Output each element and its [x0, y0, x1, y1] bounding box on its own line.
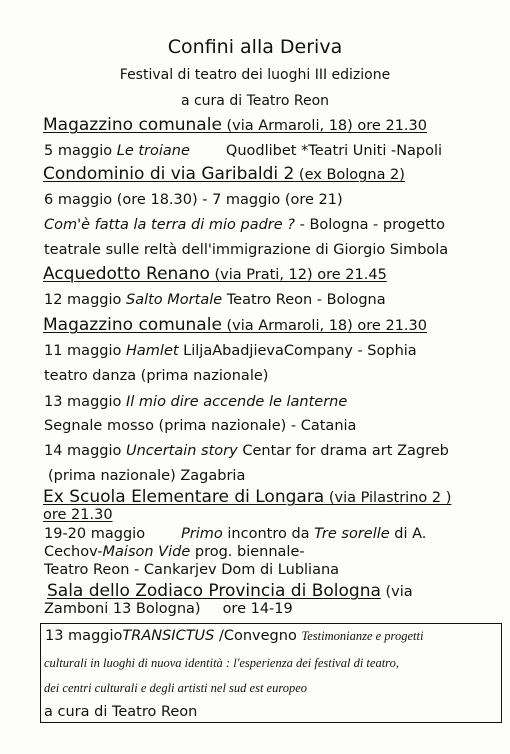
venue-heading	[43, 266, 387, 283]
venue-name: Condominio di via Garibaldi 2	[43, 164, 295, 184]
venue-heading	[47, 583, 413, 600]
event-date: 13 maggio	[44, 394, 126, 410]
venue-detail: (via Armaroli, 18) ore 21.30	[221, 118, 427, 134]
program-line	[44, 444, 449, 459]
venue-heading	[43, 166, 405, 183]
venue-detail: (via Armaroli, 18) ore 21.30	[221, 318, 427, 334]
venue-name: Acquedotto Renano	[43, 264, 210, 284]
page-subtitle: Festival di teatro dei luoghi III edizione	[119, 67, 391, 83]
program-line	[44, 293, 386, 308]
event-title: Il mio dire accende le lanterne	[126, 394, 348, 410]
box-curator: a cura di Teatro Reon	[44, 704, 198, 720]
venue-name: Magazzino comunale	[43, 315, 222, 335]
event-info: incontro da	[222, 526, 315, 542]
program-line	[44, 395, 347, 410]
venue-time: ore 14-19	[222, 601, 293, 617]
event-company: LiljaAbadjievaCompany - Sophia	[178, 343, 417, 359]
event-description: culturali in luoghi di nuova identità : l'esperienza dei festival di teatro,	[44, 656, 399, 670]
event-date: 13 maggio	[45, 628, 123, 644]
program-line: 6 maggio (ore 18.30) - 7 maggio (ore 21)	[44, 192, 343, 208]
venue-time: ore 21.30	[43, 507, 113, 523]
event-title: Maison Vide	[102, 544, 191, 560]
program-line	[44, 545, 305, 560]
venue-street: Zamboni 13 Bologna)	[44, 601, 201, 617]
program-line	[44, 527, 426, 542]
curator-line: a cura di Teatro Reon	[180, 93, 330, 109]
program-line: teatro danza (prima nazionale)	[44, 368, 269, 384]
venue-heading	[43, 317, 427, 334]
event-title: Primo	[181, 526, 223, 542]
venue-detail: (via Pilastrino 2 )	[324, 490, 452, 506]
event-title: Com'è fatta la terra di mio padre ?	[44, 217, 295, 233]
program-line	[44, 144, 442, 159]
program-line	[44, 218, 445, 233]
program-line: Segnale mosso (prima nazionale) - Catania	[44, 418, 357, 434]
event-description: Testimonianze e progetti	[301, 629, 424, 643]
venue-name: Magazzino comunale	[43, 115, 222, 135]
venue-name: Ex Scuola Elementare di Longara	[43, 487, 325, 507]
box-line	[45, 629, 423, 644]
event-type: /Convegno	[214, 628, 302, 644]
page-title: Confini alla Deriva	[167, 36, 343, 58]
event-info: di A.	[389, 526, 427, 542]
event-info: - Bologna - progetto	[295, 217, 445, 233]
event-title: Salto Mortale	[126, 292, 223, 308]
event-company: Teatro Reon - Bologna	[222, 292, 386, 308]
venue-heading	[43, 117, 427, 134]
venue-detail: (via Prati, 12) ore 21.45	[209, 267, 387, 283]
venue-heading	[43, 489, 451, 506]
conference-box	[40, 623, 502, 723]
program-line: teatrale sulle reltà dell'immigrazione di Giorgio Simbola	[44, 242, 449, 258]
program-line: Teatro Reon - Cankarjev Dom di Lubliana	[44, 562, 340, 578]
venue-name: Sala dello Zodiaco Provincia di Bologna	[47, 581, 381, 601]
event-info: Cechov-	[44, 544, 103, 560]
event-date: 11 maggio	[44, 343, 126, 359]
venue-address	[44, 602, 293, 617]
event-date: 19-20 maggio	[44, 526, 146, 542]
event-info: prog. biennale-	[190, 544, 305, 560]
event-date: 14 maggio	[44, 443, 126, 459]
event-date: 5 maggio	[44, 143, 117, 159]
venue-detail: (ex Bologna 2)	[294, 167, 405, 183]
event-company: Quodlibet *Teatri Uniti -Napoli	[225, 143, 443, 159]
venue-detail: (via	[380, 584, 413, 600]
event-title: Tre sorelle	[314, 526, 390, 542]
program-line	[44, 344, 417, 359]
event-date: 12 maggio	[44, 292, 126, 308]
event-title: Le troiane	[116, 143, 190, 159]
event-title: TRANSICTUS	[122, 628, 215, 644]
program-line: (prima nazionale) Zagabria	[48, 468, 246, 484]
event-title: Hamlet	[126, 343, 179, 359]
event-title: Uncertain story	[126, 443, 238, 459]
event-company: Centar for drama art Zagreb	[237, 443, 449, 459]
event-description: dei centri culturali e degli artisti nel sud est europeo	[44, 681, 308, 695]
